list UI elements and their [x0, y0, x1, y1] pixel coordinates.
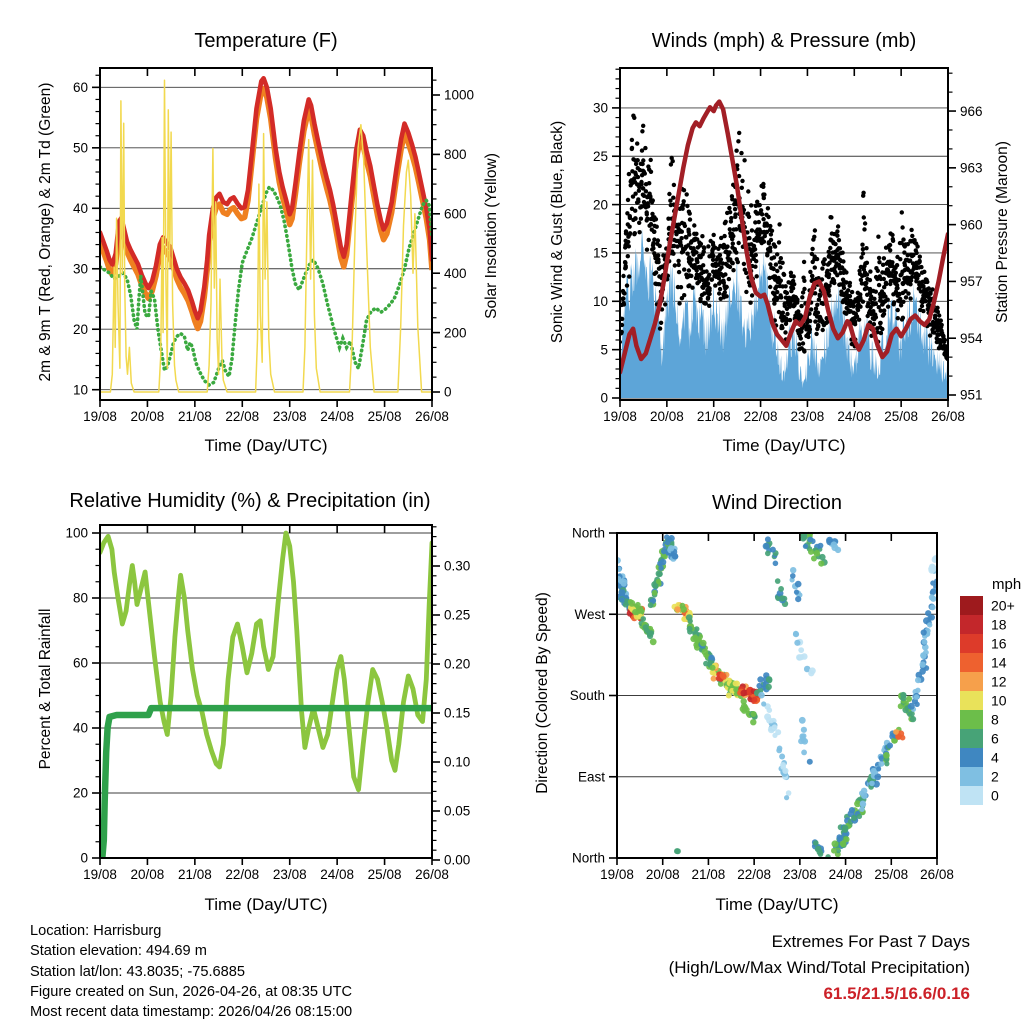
svg-text:East: East — [577, 769, 605, 785]
svg-text:2: 2 — [991, 768, 999, 785]
humidity-xlabel: Time (Day/UTC) — [204, 895, 328, 914]
svg-text:22/08: 22/08 — [743, 409, 778, 424]
svg-text:19/08: 19/08 — [83, 409, 117, 424]
svg-text:West: West — [574, 606, 605, 622]
wind-direction-ylabel-left: Direction (Colored By Speed) — [534, 592, 551, 794]
svg-text:24/08: 24/08 — [320, 867, 355, 882]
speed-colorbar-legend — [960, 576, 1021, 805]
svg-text:0: 0 — [80, 850, 88, 866]
svg-text:mph: mph — [992, 576, 1022, 593]
svg-text:19/08: 19/08 — [83, 867, 117, 882]
wind-direction-xlabel: Time (Day/UTC) — [715, 895, 839, 914]
svg-text:18: 18 — [991, 616, 1007, 633]
svg-text:0.15: 0.15 — [444, 705, 471, 721]
svg-text:200: 200 — [444, 325, 467, 341]
svg-text:0.05: 0.05 — [444, 803, 471, 819]
svg-text:24/08: 24/08 — [828, 867, 863, 882]
svg-text:0.25: 0.25 — [444, 607, 471, 623]
svg-text:25/08: 25/08 — [367, 867, 402, 882]
svg-text:0.30: 0.30 — [444, 558, 471, 574]
station-elevation: Station elevation: 494.69 m — [30, 943, 207, 960]
winds-ylabel-right: Station Pressure (Maroon) — [994, 141, 1011, 323]
figure-created-timestamp: Figure created on Sun, 2026-04-26, at 08:35 UTC — [30, 983, 353, 1000]
svg-text:60: 60 — [72, 80, 88, 96]
svg-text:0: 0 — [991, 787, 999, 804]
humidity-chart-title: Relative Humidity (%) & Precipitation (in) — [69, 490, 431, 512]
humidity-precip-plot — [65, 525, 470, 882]
svg-text:800: 800 — [444, 147, 467, 163]
wind-direction-chart-title: Wind Direction — [711, 492, 843, 514]
svg-text:60: 60 — [72, 655, 88, 671]
svg-text:23/08: 23/08 — [790, 409, 825, 424]
svg-text:960: 960 — [960, 217, 983, 233]
winds-xlabel: Time (Day/UTC) — [722, 436, 846, 455]
svg-text:0: 0 — [600, 390, 608, 406]
svg-text:21/08: 21/08 — [696, 409, 731, 424]
extremes-values: 61.5/21.5/16.6/0.16 — [823, 984, 970, 1003]
svg-text:25/08: 25/08 — [367, 409, 402, 424]
temperature-ylabel-right: Solar Insolation (Yellow) — [483, 153, 500, 319]
svg-text:600: 600 — [444, 206, 467, 222]
svg-text:25/08: 25/08 — [884, 409, 919, 424]
svg-text:10: 10 — [72, 382, 88, 398]
svg-text:26/08: 26/08 — [920, 867, 954, 882]
svg-text:30: 30 — [72, 261, 88, 277]
svg-text:19/08: 19/08 — [603, 409, 637, 424]
winds-chart-title: Winds (mph) & Pressure (mb) — [651, 30, 917, 52]
svg-text:954: 954 — [960, 330, 983, 346]
svg-text:22/08: 22/08 — [225, 409, 260, 424]
wind-direction-plot — [570, 526, 954, 882]
svg-text:26/08: 26/08 — [415, 409, 449, 424]
svg-text:0.10: 0.10 — [444, 754, 471, 770]
svg-text:963: 963 — [960, 160, 983, 176]
svg-text:8: 8 — [991, 711, 999, 728]
svg-text:25: 25 — [592, 148, 608, 164]
svg-text:951: 951 — [960, 387, 983, 403]
svg-text:80: 80 — [72, 590, 88, 606]
temperature-xlabel: Time (Day/UTC) — [204, 436, 328, 455]
extremes-title: Extremes For Past 7 Days — [771, 932, 970, 951]
svg-text:20/08: 20/08 — [645, 867, 680, 882]
svg-text:24/08: 24/08 — [320, 409, 355, 424]
svg-text:North: North — [571, 525, 605, 541]
svg-text:50: 50 — [72, 140, 88, 156]
svg-text:20/08: 20/08 — [130, 409, 165, 424]
station-location: Location: Harrisburg — [30, 923, 162, 939]
svg-text:0: 0 — [444, 384, 452, 400]
humidity-axes — [65, 525, 470, 882]
svg-text:16: 16 — [991, 635, 1007, 652]
svg-text:22/08: 22/08 — [225, 867, 260, 882]
winds-pressure-plot — [593, 68, 983, 424]
svg-text:40: 40 — [72, 720, 88, 736]
svg-text:10: 10 — [991, 692, 1007, 709]
svg-text:100: 100 — [65, 525, 88, 541]
svg-text:23/08: 23/08 — [272, 409, 307, 424]
temperature-ylabel-left: 2m & 9m T (Red, Orange) & 2m Td (Green) — [37, 82, 54, 382]
winds-ylabel-left: Sonic Wind & Gust (Blue, Black) — [549, 120, 566, 344]
svg-text:19/08: 19/08 — [600, 867, 634, 882]
humidity-series — [100, 533, 432, 860]
extremes-summary — [669, 929, 970, 1007]
humidity-ylabel-left: Percent & Total Rainfall — [37, 608, 54, 770]
extremes-subtitle: (High/Low/Max Wind/Total Precipitation) — [668, 958, 970, 977]
wind-direction-dots — [614, 529, 939, 859]
svg-text:1000: 1000 — [444, 87, 475, 103]
svg-text:21/08: 21/08 — [691, 867, 726, 882]
temperature-series — [100, 78, 432, 392]
svg-text:20/08: 20/08 — [130, 867, 165, 882]
svg-text:957: 957 — [960, 274, 983, 290]
station-info — [30, 921, 352, 1022]
svg-text:40: 40 — [72, 200, 88, 216]
svg-text:23/08: 23/08 — [272, 867, 307, 882]
svg-text:20+: 20+ — [991, 597, 1015, 614]
svg-text:5: 5 — [600, 342, 608, 358]
svg-text:20: 20 — [72, 785, 88, 801]
svg-text:4: 4 — [991, 749, 999, 766]
temperature-plot — [73, 68, 474, 424]
svg-text:15: 15 — [592, 245, 608, 261]
temperature-chart-title: Temperature (F) — [194, 30, 338, 52]
svg-text:20/08: 20/08 — [649, 409, 684, 424]
svg-text:24/08: 24/08 — [837, 409, 872, 424]
svg-text:30: 30 — [592, 100, 608, 116]
svg-text:25/08: 25/08 — [874, 867, 909, 882]
svg-text:966: 966 — [960, 103, 983, 119]
svg-text:12: 12 — [991, 673, 1007, 690]
svg-text:20: 20 — [592, 197, 608, 213]
latest-data-timestamp: Most recent data timestamp: 2026/04/26 08:15:00 — [30, 1004, 353, 1021]
winds-series — [618, 102, 950, 398]
svg-text:0.20: 0.20 — [444, 656, 471, 672]
station-latlon: Station lat/lon: 43.8035; -75.6885 — [30, 963, 246, 980]
svg-text:20: 20 — [72, 321, 88, 337]
svg-text:South: South — [569, 688, 605, 704]
svg-text:14: 14 — [991, 654, 1007, 671]
svg-text:21/08: 21/08 — [177, 409, 212, 424]
svg-text:400: 400 — [444, 265, 467, 281]
svg-text:10: 10 — [592, 294, 608, 309]
svg-text:26/08: 26/08 — [931, 409, 965, 424]
svg-text:21/08: 21/08 — [177, 867, 212, 882]
svg-text:22/08: 22/08 — [737, 867, 772, 882]
svg-text:26/08: 26/08 — [415, 867, 449, 882]
svg-text:0.00: 0.00 — [444, 852, 471, 868]
svg-text:North: North — [571, 850, 605, 866]
svg-text:23/08: 23/08 — [782, 867, 817, 882]
svg-text:6: 6 — [991, 730, 999, 747]
